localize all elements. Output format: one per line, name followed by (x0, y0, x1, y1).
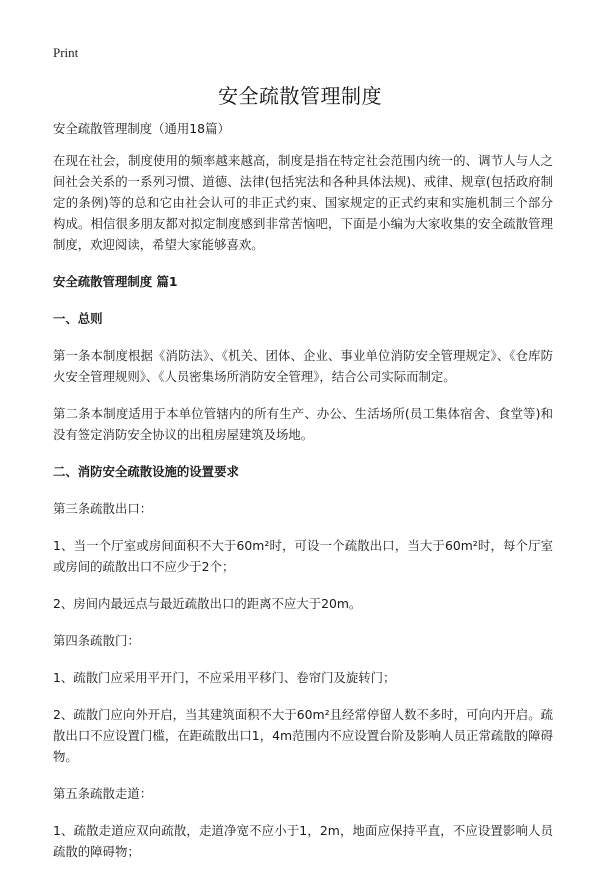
section-title: 安全疏散管理制度 篇1 (53, 274, 178, 289)
article-3-item-1: 1、当一个厅室或房间面积不大于60m²时，可设一个疏散出口，当大于60m²时，每个厅室或房间的疏散出口不应少于2个； (53, 538, 553, 574)
print-label: Print (53, 45, 79, 60)
intro-paragraph: 在现在社会，制度使用的频率越来越高，制度是指在特定社会范围内统一的、调节人与人之间社会关系的一系列习惯、道德、法律(包括宪法和各种具体法规)、戒律、规章(包括政府制定的条例)等的总和它由社会认可的非正式约束、国家规定的正式约束和实施机制三个部分构成。相信很多朋友都对拟定制度感到非常苦恼吧，下面是小编为大家收集的安全疏散管理制度，欢迎阅读，希望大家能够喜欢。 (53, 153, 553, 252)
article-4-item-1: 1、疏散门应采用平开门，不应采用平移门、卷帘门及旋转门； (53, 670, 396, 685)
heading-facilities: 二、消防安全疏散设施的设置要求 (53, 464, 239, 479)
article-3-title: 第三条疏散出口： (53, 501, 153, 516)
document-title: 安全疏散管理制度 (218, 84, 382, 108)
article-3-item-2: 2、房间内最远点与最近疏散出口的距离不应大于20m。 (53, 596, 362, 611)
article-5-item-1: 1、疏散走道应双向疏散，走道净宽不应小于1，2m，地面应保持平直，不应设置影响人员疏散的障碍物； (53, 823, 553, 859)
heading-general: 一、总则 (53, 311, 103, 326)
article-1: 第一条本制度根据《消防法》、《机关、团体、企业、事业单位消防安全管理规定》、《仓库防火安全管理规则》、《人员密集场所消防安全管理》，结合公司实际而制定。 (53, 348, 553, 384)
article-4-title: 第四条疏散门： (53, 633, 140, 648)
article-4-item-2: 2、疏散门应向外开启，当其建筑面积不大于60m²且经常停留人数不多时，可向内开启。疏散出口不应设置门槛，在距疏散出口1，4m范围内不应设置台阶及影响人员正常疏散的障碍物。 (53, 707, 553, 764)
document-subtitle: 安全疏散管理制度（通用18篇） (53, 121, 230, 136)
article-5-title: 第五条疏散走道： (53, 786, 153, 801)
article-2: 第二条本制度适用于本单位管辖内的所有生产、办公、生活场所(员工集体宿舍、食堂等)和没有签定消防安全协议的出租房屋建筑及场地。 (53, 406, 553, 442)
document-body (53, 118, 553, 878)
